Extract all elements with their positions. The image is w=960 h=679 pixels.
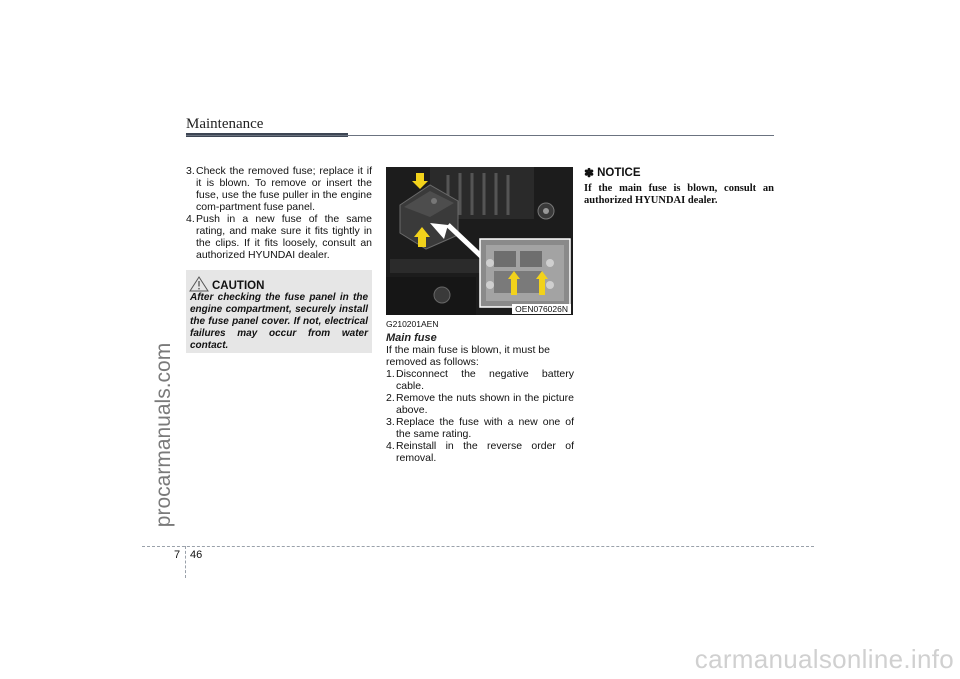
step-number: 1. (386, 368, 395, 380)
engine-fuse-photo (386, 167, 573, 315)
caution-header (189, 276, 264, 292)
caution-box (186, 270, 372, 353)
step-text: Replace the fuse with a new one of the same rating. (396, 416, 574, 440)
right-column (584, 166, 774, 207)
step-item (186, 165, 372, 213)
step-item (386, 440, 574, 464)
section-number: 7 (174, 549, 181, 561)
step-item (386, 416, 574, 440)
intro-text: If the main fuse is blown, it must be removed as follows: (386, 344, 550, 368)
page-number: 46 (190, 549, 203, 561)
notice-title: NOTICE (597, 167, 641, 179)
watermark-text: procarmanuals.com (152, 342, 175, 528)
caution-text: After checking the fuse panel in the engine compartment, securely install the fuse panel cover. If not, electrical failures may occur from water contact. (190, 292, 368, 351)
step-text: Push in a new fuse of the same rating, and make sure it fits tightly in the clips. If it fits loosely, consult an authorized HYUNDAI dealer. (196, 213, 372, 261)
site-footer-text: carmanualsonline.info (694, 644, 954, 674)
step-text: Reinstall in the reverse order of removal. (396, 440, 574, 464)
warning-triangle-icon (189, 276, 209, 292)
header-title: Maintenance (186, 116, 264, 132)
subheading: Main fuse (386, 332, 437, 344)
middle-column (386, 318, 574, 464)
notice-text: If the main fuse is blown, consult an authorized HYUNDAI dealer. (584, 183, 774, 206)
asterisk-icon: ✽ (584, 166, 595, 180)
step-item (186, 213, 372, 261)
step-text: Disconnect the negative battery cable. (396, 368, 574, 392)
step-number: 4. (386, 440, 395, 452)
step-text: Check the removed fuse; replace it if it is blown. To remove or insert the fuse, use the fuse puller in the engine com-partment fuse panel. (196, 165, 372, 213)
step-item (386, 368, 574, 392)
header-rule (186, 135, 774, 136)
step-text: Remove the nuts shown in the picture above. (396, 392, 574, 416)
notice-header (584, 166, 774, 180)
photo-code: OEN076026N (512, 304, 571, 314)
step-number: 3. (186, 165, 195, 177)
step-number: 2. (386, 392, 395, 404)
section-code: G210201AEN (386, 319, 439, 329)
footer-rule (142, 546, 814, 547)
engine-bay-illustration (386, 167, 573, 315)
left-column (186, 165, 372, 261)
step-number: 3. (386, 416, 395, 428)
step-number: 4. (186, 213, 195, 225)
caution-title: CAUTION (212, 279, 265, 292)
step-item (386, 392, 574, 416)
footer-divider (185, 546, 186, 578)
